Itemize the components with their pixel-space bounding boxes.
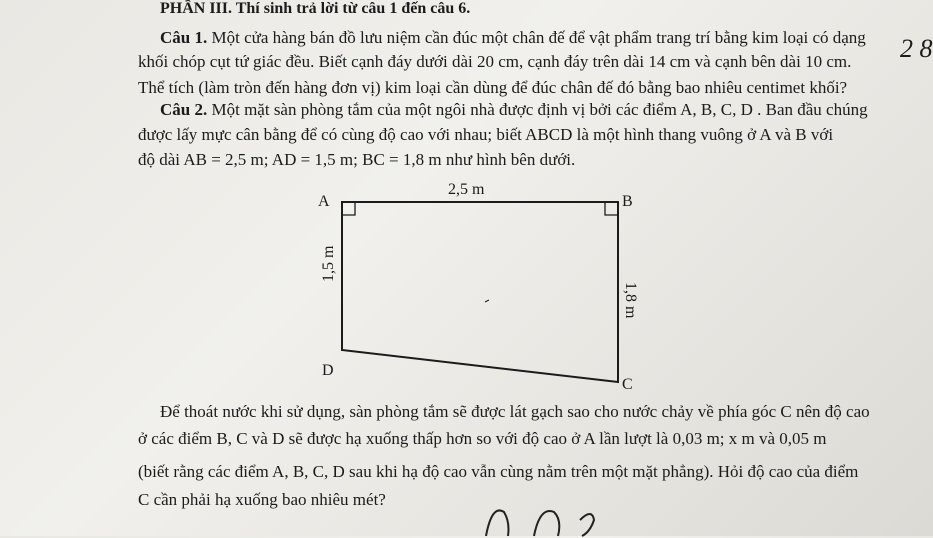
label-c: C bbox=[622, 376, 633, 393]
q1-line3: Thể tích (làm tròn đến hàng đơn vị) kim loại cần dùng để đúc chân đế đó bằng bao nhiêu centimet khối? bbox=[138, 78, 848, 97]
q2-line4: Để thoát nước khi sử dụng, sàn phòng tắm sẽ được lát gạch sao cho nước chảy về phía góc C nên độ cao bbox=[160, 402, 870, 421]
right-angle-b bbox=[605, 202, 618, 215]
label-b: B bbox=[622, 193, 633, 210]
label-bc-length: 1,8 m bbox=[622, 282, 639, 319]
q2-line7: C cần phải hạ xuống bao nhiêu mét? bbox=[138, 490, 386, 509]
label-ab-length: 2,5 m bbox=[448, 182, 485, 198]
q1-line1 bbox=[160, 28, 866, 48]
q1-line2: khối chóp cụt tứ giác đều. Biết cạnh đáy dưới dài 20 cm, cạnh đáy trên dài 14 cm và cạnh bên dài 10 cm. bbox=[138, 52, 852, 71]
label-d: D bbox=[322, 362, 334, 379]
tick-mark bbox=[485, 300, 489, 302]
q2-text-1: Một mặt sàn phòng tắm của một ngôi nhà được định vị bởi các điểm A, B, C, D . Ban đầu chúng bbox=[211, 100, 868, 119]
q2-line3: độ dài AB = 2,5 m; AD = 1,5 m; BC = 1,8 m như hình bên dưới. bbox=[138, 150, 576, 169]
q2-label: Câu 2. bbox=[160, 100, 208, 119]
trapezoid-figure bbox=[300, 182, 660, 397]
q2-line1 bbox=[160, 100, 868, 120]
pencil-scribble bbox=[482, 498, 602, 538]
q2-line6: (biết rằng các điểm A, B, C, D sau khi hạ độ cao vẫn cùng nằm trên một mặt phẳng). Hỏi độ cao của điểm bbox=[138, 462, 859, 481]
label-ad-length: 1,5 m bbox=[320, 245, 337, 282]
margin-scribble: 2 8 bbox=[900, 34, 933, 63]
q2-line5: ở các điểm B, C và D sẽ được hạ xuống thấp hơn so với độ cao ở A lần lượt là 0,03 m; x m và 0,05 m bbox=[138, 429, 827, 448]
q1-text-1: Một cửa hàng bán đồ lưu niệm cần đúc một chân đế để vật phẩm trang trí bằng kim loại có dạng bbox=[211, 28, 866, 47]
q2-line2: được lấy mực cân bằng để có cùng độ cao với nhau; biết ABCD là một hình thang vuông ở A và B với bbox=[138, 125, 834, 144]
section-header: PHẦN III. Thí sinh trả lời từ câu 1 đến câu 6. bbox=[160, 0, 471, 17]
label-a: A bbox=[318, 193, 330, 210]
right-angle-a bbox=[342, 202, 355, 215]
trapezoid-abcd bbox=[342, 202, 618, 382]
q1-label: Câu 1. bbox=[160, 28, 208, 47]
